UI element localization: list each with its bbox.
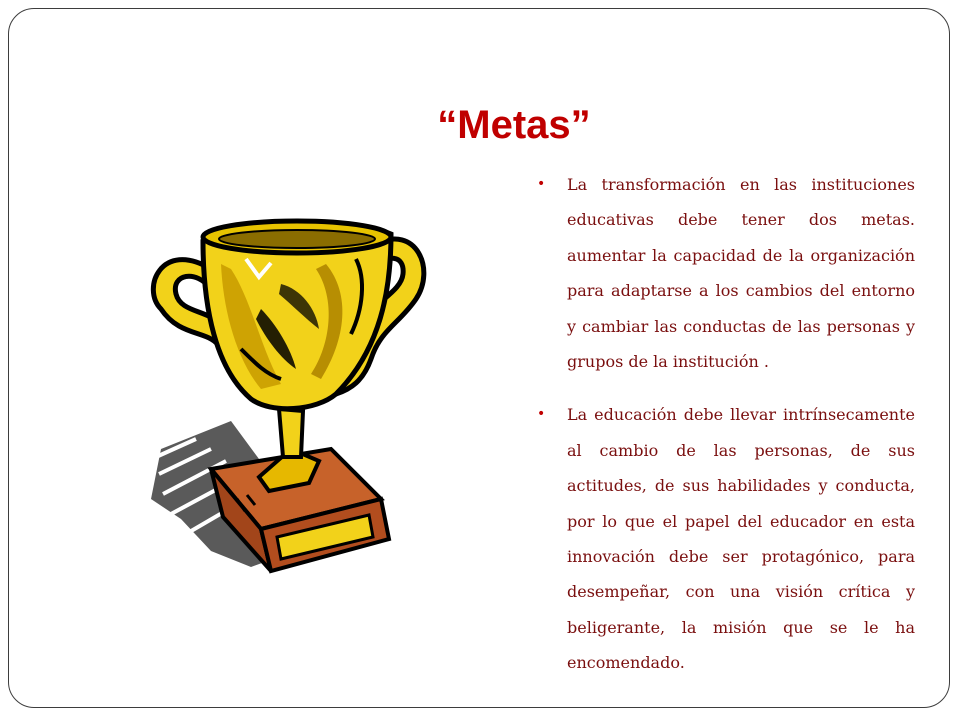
bullet-icon: • xyxy=(537,406,546,423)
bullet-list xyxy=(537,167,915,699)
bullet-item xyxy=(537,397,915,680)
bullet-text: La educación debe llevar intrínsecamente al cambio de las personas, de sus actitudes, de sus habilidades y conducta, por lo que el papel del educador en esta innovación debe ser protagónico, para desempeñar, con una visión crítica y beligerante, la misión que se le ha encomendado. xyxy=(567,405,915,673)
slide-title: “Metas” xyxy=(437,103,591,147)
trophy-image xyxy=(141,199,431,579)
bullet-icon: • xyxy=(537,176,546,192)
bullet-text: La transformación en las instituciones educativas debe tener dos metas. aumentar la capacidad de la organización para adaptarse a los cambios del entorno y cambiar las conductas de las personas y grupos de la institución . xyxy=(567,175,915,372)
slide xyxy=(8,8,950,708)
bullet-item xyxy=(537,167,915,379)
